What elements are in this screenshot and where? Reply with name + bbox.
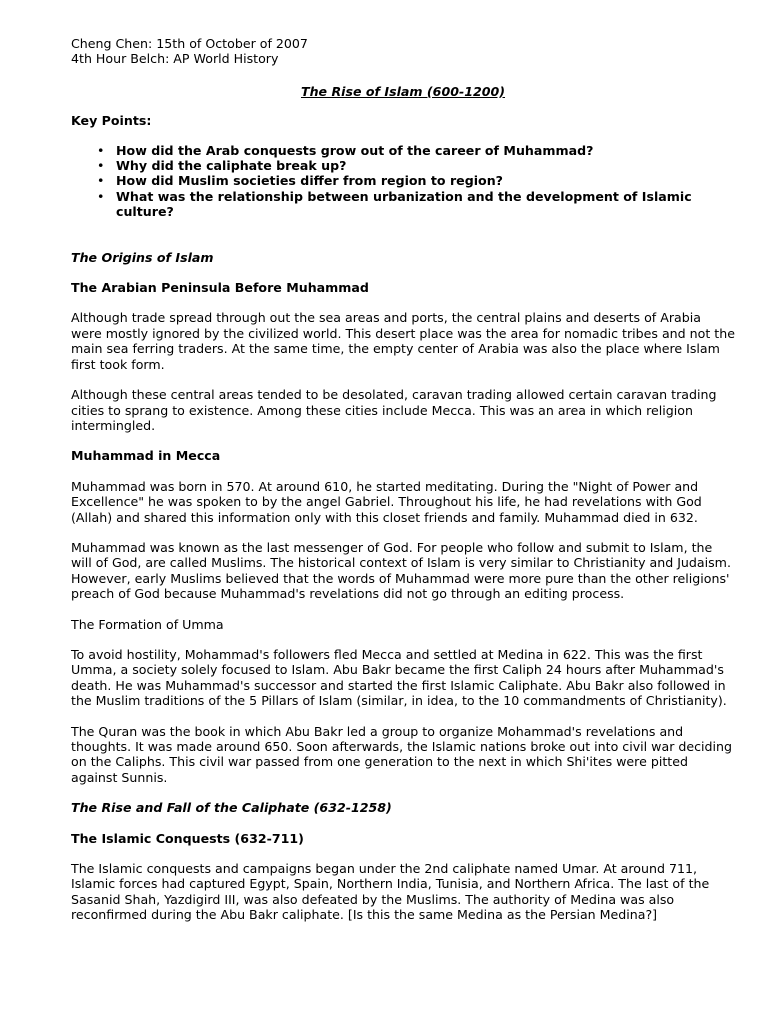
list-item: • How did Muslim societies differ from region to region? bbox=[97, 173, 503, 189]
class-line: 4th Hour Belch: AP World History bbox=[71, 51, 279, 67]
paragraph: Although these central areas tended to be desolated, caravan trading allowed certain caravan trading cities to sprang to existence. Among these cities include Mecca. This was an area in which religion intermingled. bbox=[71, 387, 717, 433]
paragraph: Muhammad was born in 570. At around 610, he started meditating. During the "Night of Power and Excellence" he was spoken to by the angel Gabriel. Throughout his life, he had revelations with God (Allah) and shared this information only with this closet friends and family. Muhammad died in 632. bbox=[71, 478, 702, 525]
paragraph: The Quran was the book in which Abu Bakr led a group to organize Mohammad's revelations and thoughts. It was made around 650. Soon afterwards, the Islamic nations broke out into civil war deciding on the Caliphs. This civil war passed from one generation to the next in which Shi'ites were pitted against Sunnis. bbox=[71, 723, 733, 785]
document-title: The Rise of Islam (600-1200) bbox=[300, 83, 505, 99]
subheading-arabian-peninsula: The Arabian Peninsula Before Muhammad bbox=[71, 280, 369, 296]
subheading-formation-of-umma: The Formation of Umma bbox=[71, 616, 224, 632]
bullet-icon: • bbox=[97, 188, 105, 204]
bullet-icon: • bbox=[97, 158, 105, 174]
list-item: • What was the relationship between urbanization and the development of Islamic culture? bbox=[97, 188, 692, 220]
section-title-origins: The Origins of Islam bbox=[71, 249, 214, 265]
bullet-icon: • bbox=[97, 173, 105, 189]
paragraph: Muhammad was known as the last messenger of God. For people who follow and submit to Islam, the will of God, are called Muslims. The historical context of Islam is very similar to Christianity and Judaism. However, early Muslims believed that the words of Muhammad were more pure than the other religions' preach of God because Muhammad's revelations did not go through an editing process. bbox=[71, 539, 731, 602]
subheading-muhammad-in-mecca: Muhammad in Mecca bbox=[71, 448, 221, 464]
list-item: • How did the Arab conquests grow out of the career of Muhammad? bbox=[97, 142, 594, 158]
paragraph: Although trade spread through out the sea areas and ports, the central plains and deserts of Arabia were mostly ignored by the civilized world. This desert place was the area for nomadic tribes and not the main sea ferring traders. At the same time, the empty center of Arabia was also the place where Islam first took form. bbox=[71, 310, 735, 372]
subheading-islamic-conquests: The Islamic Conquests (632-711) bbox=[71, 830, 304, 846]
paragraph: The Islamic conquests and campaigns began under the 2nd caliphate named Umar. At around 711, Islamic forces had captured Egypt, Spain, Northern India, Tunisia, and Northern Africa. The last of the Sasanid Shah, Yazdigird III, was also defeated by the Muslims. The authority of Medina was also reconfirmed during the Abu Bakr caliphate. [Is this the same Medina as the Persian Medina?] bbox=[71, 861, 710, 923]
paragraph: To avoid hostility, Mohammad's followers fled Mecca and settled at Medina in 622. This was the first Umma, a society solely focused to Islam. Abu Bakr became the first Caliph 24 hours after Muhammad's death. He was Muhammad's successor and started the first Islamic Caliphate. Abu Bakr also followed in the Muslim traditions of the 5 Pillars of Islam (similar, in idea, to the 10 commandments of Christianity). bbox=[71, 646, 727, 709]
bullet-icon: • bbox=[97, 142, 105, 158]
section-title-caliphate: The Rise and Fall of the Caliphate (632-1258) bbox=[71, 800, 392, 816]
author-date-line: Cheng Chen: 15th of October of 2007 bbox=[71, 36, 308, 51]
key-points-heading: Key Points: bbox=[71, 113, 152, 129]
document-page bbox=[71, 36, 735, 923]
key-points-list bbox=[71, 143, 735, 220]
list-item: • Why did the caliphate break up? bbox=[97, 158, 347, 174]
